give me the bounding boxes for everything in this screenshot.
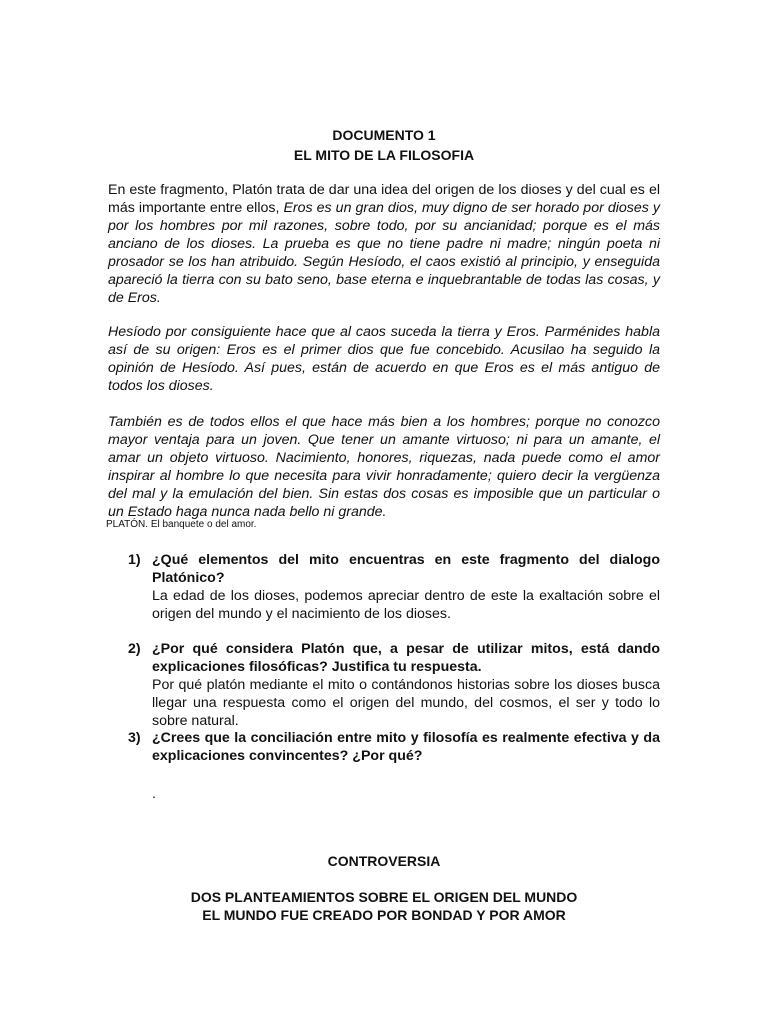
question-text: ¿Crees que la conciliación entre mito y filosofía es realmente efectiva y da explicaciones convincentes? ¿Por qué? bbox=[152, 730, 660, 764]
answer-text: La edad de los dioses, podemos apreciar dentro de este la exaltación sobre el origen del mundo y el nacimiento de los dioses. bbox=[152, 588, 660, 622]
controversia-heading: CONTROVERSIA bbox=[327, 853, 441, 869]
question-text: ¿Por qué considera Platón que, a pesar de utilizar mitos, está dando explicaciones filosóficas? Justifica tu respuesta. bbox=[152, 641, 660, 675]
controversia-subtitle-1: DOS PLANTEAMIENTOS SOBRE EL ORIGEN DEL MUNDO bbox=[190, 889, 578, 905]
answer-text: Por qué platón mediante el mito o contándonos historias sobre los dioses busca llegar una respuesta como el origen del mundo, del cosmos, el ser y todo lo sobre natural. bbox=[152, 677, 660, 729]
question-item-1 bbox=[128, 551, 660, 623]
question-number: 3) bbox=[128, 730, 141, 746]
paragraph-3: También es de todos ellos el que hace más bien a los hombres; porque no conozco mayor ventaja para un joven. Que tener un amante virtuoso; ni para un amante, el amar un objeto virtuoso. Nacimiento, honores, riquezas, nada puede como el amor inspirar al hombre lo que necesita para vivir honradamente; quiero decir la vergüenza del mal y la emulación del bien. Sin estas dos cosas es imposible que un particular o un Estado haga nunca nada bello ni grande. bbox=[108, 414, 660, 520]
question-item-2 bbox=[128, 640, 660, 730]
controversia-subtitle-2: EL MUNDO FUE CREADO POR BONDAD Y POR AMOR bbox=[202, 907, 566, 923]
question-item-3 bbox=[128, 729, 660, 765]
document-number-title: DOCUMENTO 1 bbox=[332, 127, 436, 143]
citation: PLATÓN. El banquete o del amor. bbox=[106, 519, 257, 530]
paragraph-1 bbox=[108, 181, 660, 307]
paragraph-1-intro: En este fragmento, Platón trata de dar una idea del origen de los dioses y del cual es el más importante entre ellos, bbox=[108, 182, 660, 216]
paragraph-2: Hesíodo por consiguiente hace que al caos suceda la tierra y Eros. Parménides habla así de su origen: Eros es el primer dios que fue concebido. Acusilao ha seguido la opinión de Hesíodo. Así pues, están de acuerdo en que Eros es el más antiguo de todos los dioses. bbox=[108, 324, 660, 394]
question-number: 2) bbox=[128, 641, 141, 657]
trailing-dot: . bbox=[152, 785, 156, 801]
question-text: ¿Qué elementos del mito encuentras en este fragmento del dialogo Platónico? bbox=[152, 552, 660, 586]
document-title: EL MITO DE LA FILOSOFIA bbox=[293, 147, 475, 163]
question-number: 1) bbox=[128, 552, 141, 568]
paragraph-1-quote: Eros es un gran dios, muy digno de ser horado por dioses y por los hombres por mil razones, sobre todo, por su ancianidad; porque es el más anciano de los dioses. La prueba es que no tiene padre ni madre; ningún poeta ni prosador se los han atribuido. Según Hesíodo, el caos existió al principio, y enseguida apareció la tierra con su bato seno, base eterna e inquebrantable de todas las cosas, y de Eros. bbox=[108, 200, 660, 306]
